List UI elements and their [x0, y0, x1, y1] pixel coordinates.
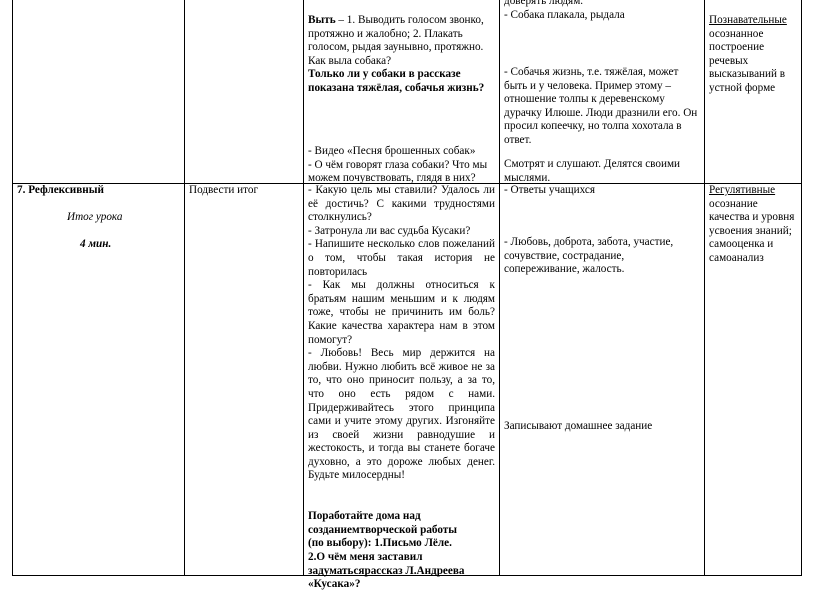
- uud-title: Познавательные: [709, 14, 787, 26]
- student-text: - Собачья жизнь, т.е. тяжёлая, может быть и у человека. Пример этому – отношение толпы к деревенскому дурачку Илюше. Люди дразнили его. Он просил копеечку, но толпа хохотала в ответ.: [504, 66, 698, 146]
- student-text: - Любовь, доброта, забота, участие, сочувствие, сострадание, сопереживание, жалость.: [504, 236, 674, 276]
- question-bold: Только ли у собаки в рассказе показана тяжёлая, собачья жизнь?: [308, 68, 485, 94]
- student-text: - Ответы учащихся: [504, 184, 596, 196]
- teacher-line: - Как мы должны относиться к братьям нашим меньшим и к людям тоже, чтобы не причинить им боль? Какие качества характера нам в этом помогут?: [308, 279, 495, 346]
- stage-students-cell-b: [504, 236, 700, 277]
- top-students-cell-b: [504, 66, 700, 148]
- table-divider-2: [303, 0, 304, 576]
- top-students-cell-a: [504, 0, 700, 22]
- stage-cell: [17, 184, 180, 252]
- teacher-line: - Любовь! Весь мир держится на любви. Нужно любить всё живое не за то, что оно приносит пользу, а за то, что оно есть рядом с нами. Придерживайтесь этого принципа сами и учите этому других. Изгоняйте из своей жизни равнодушие и жестокость, и тогда вы станете богаче духовно, а это дороже любых денег. Будьте милосердны!: [308, 347, 495, 482]
- student-text: - Собака плакала, рыдала: [504, 8, 625, 21]
- table-divider-1: [184, 0, 185, 576]
- homework-line: 2.О чём меня заставил задуматьсярассказ Л.Андреева «Кусака»?: [308, 551, 465, 591]
- table-border-left: [12, 0, 13, 576]
- video-line: - Видео «Песня брошенных собак»: [308, 145, 476, 157]
- top-students-cell-c: [504, 158, 700, 185]
- teacher-line: - Затронула ли вас судьба Кусаки?: [308, 224, 471, 237]
- teacher-line: - Какую цель мы ставили? Удалось ли её достичь? С какими трудностями столкнулись?: [308, 184, 495, 224]
- student-text: Записывают домашнее задание: [504, 420, 653, 432]
- term-definition: Выть – 1. Выводить голосом звонко, протяжно и жалобно; 2. Плакать голосом, рыдая заунывно, протяжно. Как выла собака?: [308, 14, 484, 67]
- top-teacher-cell: [308, 14, 495, 96]
- uud-text: осознание качества и уровня усвоения знаний; самооценка и самоанализ: [709, 197, 795, 264]
- table-border-right: [801, 0, 802, 576]
- uud-title: Регулятивные: [709, 184, 776, 196]
- uud-text: осознанное построение речевых высказываний в устной форме: [709, 27, 786, 94]
- table-divider-3: [499, 0, 500, 576]
- stage-teacher-cell: [308, 184, 495, 592]
- top-uud-cell: [709, 14, 797, 96]
- student-text: доверять людям.: [504, 0, 584, 7]
- table-divider-4: [704, 0, 705, 576]
- top-teacher-bottom-cell: [308, 145, 495, 186]
- student-text: Смотрят и слушают. Делятся своими мыслями.: [504, 158, 681, 184]
- stage-uud-cell: [709, 184, 797, 266]
- homework-line: (по выбору): 1.Письмо Лёле.: [308, 537, 452, 550]
- homework-line: Поработайте дома над созданиемтворческой работы: [308, 510, 458, 536]
- stage-subtitle: Итог урока: [67, 211, 123, 224]
- teacher-line: - Напишите несколько слов пожеланий о том, чтобы такая история не повторилась: [308, 238, 495, 278]
- eyes-question: - О чём говорят глаза собаки? Что мы можем почувствовать, глядя в них?: [308, 158, 488, 185]
- stage-time: 4 мин.: [80, 238, 112, 251]
- stage-students-cell-c: [504, 420, 700, 434]
- stage-students-cell-a: [504, 184, 700, 198]
- stage-name: 7. Рефлексивный: [17, 184, 104, 196]
- goal-text: Подвести итог: [189, 184, 259, 196]
- goal-cell: [189, 184, 299, 198]
